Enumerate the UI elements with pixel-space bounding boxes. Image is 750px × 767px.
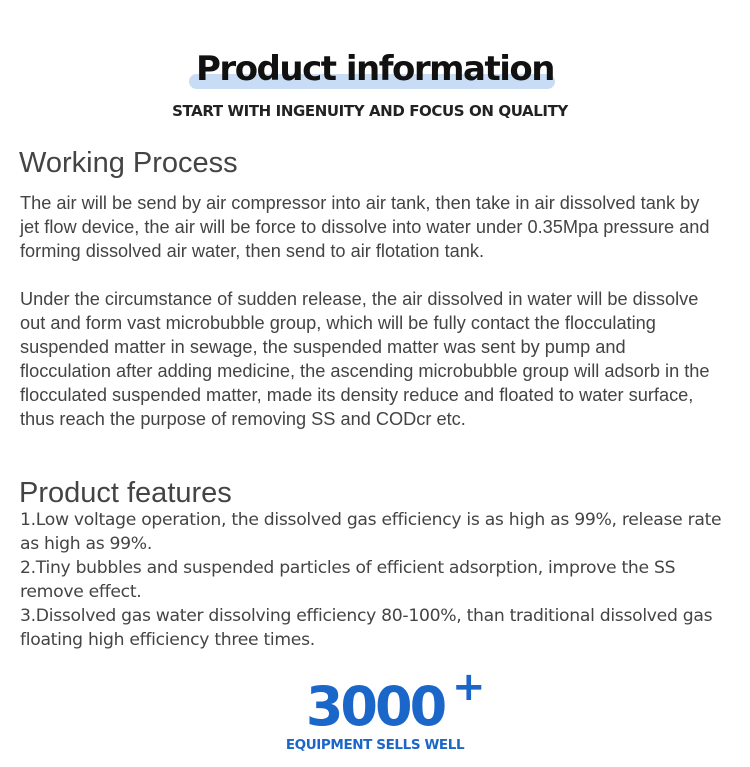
- stat-label: EQUIPMENT SELLS WELL: [285, 737, 465, 753]
- feature-item: 2.Tiny bubbles and suspended particles of efficient adsorption, improve the SS remove effect.: [20, 558, 676, 602]
- working-process-paragraph-2: Under the circumstance of sudden release, the air dissolved in water will be dissolve out and form vast microbubble group, which will be fully contact the flocculating suspended matter in sewage, the suspended matter was sent by pump and flocculation after adding medicine, the ascending microbubble group will adsorb in the flocculated suspended matter, made its density reduce and floated to water surface, thus reach the purpose of removing SS and CODcr etc.: [20, 289, 710, 429]
- title-block: [0, 48, 750, 90]
- product-features-list: [20, 508, 730, 652]
- page-subtitle: START WITH INGENUITY AND FOCUS ON QUALITY: [172, 102, 568, 120]
- stat-number: 3000: [305, 675, 445, 738]
- feature-item: 1.Low voltage operation, the dissolved gas efficiency is as high as 99%, release rate as high as 99%.: [20, 510, 722, 554]
- stat-plus-sign: +: [452, 664, 486, 710]
- working-process-heading: Working Process: [19, 147, 238, 179]
- feature-item: 3.Dissolved gas water dissolving efficiency 80-100%, than traditional dissolved gas floating high efficiency three times.: [20, 606, 713, 650]
- page-title: Product information: [196, 49, 554, 89]
- working-process-paragraph-1: The air will be send by air compressor into air tank, then take in air dissolved tank by jet flow device, the air will be force to dissolve into water under 0.35Mpa pressure and forming dissolved air water, then send to air flotation tank.: [20, 193, 710, 261]
- product-features-heading: Product features: [19, 477, 232, 509]
